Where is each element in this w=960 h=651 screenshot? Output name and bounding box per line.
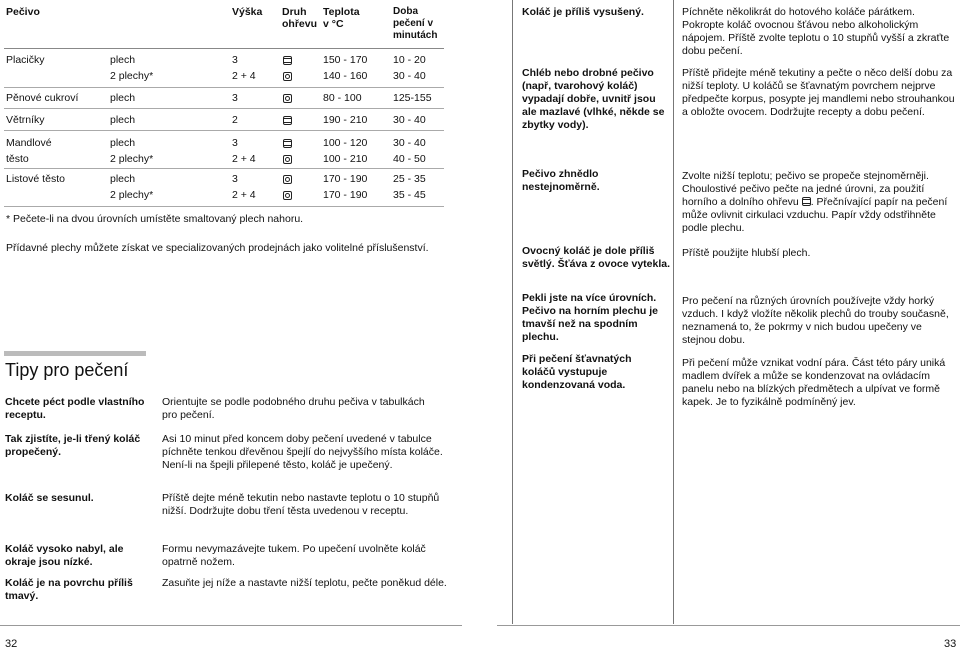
tip-question: Pekli jste na více úrovních. Pečivo na horním plechu je tmavší než na spodním plechu. <box>522 292 658 343</box>
table-cell-time: 30 - 40 <box>393 70 426 82</box>
table-cell-food: Mandlové <box>6 137 52 149</box>
table-cell-temp: 150 - 170 <box>323 54 368 66</box>
page-number-right: 33 <box>944 638 957 650</box>
table-cell-pan: 2 plechy* <box>110 70 154 82</box>
fan-heat-icon <box>283 191 292 200</box>
fan-heat-icon <box>283 175 292 184</box>
table-cell-height: 2 + 4 <box>232 189 256 201</box>
tip-answer <box>682 170 957 235</box>
table-cell-height: 3 <box>232 173 238 185</box>
fan-heat-icon <box>283 72 292 81</box>
table-cell-food: těsto <box>6 153 29 165</box>
header-time: Doba pečení v minutách <box>393 6 438 41</box>
table-cell-height: 2 <box>232 114 238 126</box>
tip-answer: Píchněte několikrát do hotového koláče párátkem. Pokropte koláč ovocnou šťávou nebo alkoholickým nápojem. Příště zvolte teplotu o 10 stupňů vyšší a zkraťte dobu pečení. <box>682 6 950 57</box>
table-row-divider <box>4 168 444 169</box>
top-bottom-heat-icon <box>283 139 292 148</box>
table-cell-food: Listové těsto <box>6 173 65 185</box>
header-temp: Teplota v °C <box>323 6 360 30</box>
tip-answer: Pro pečení na různých úrovních používejte vždy horký vzduch. I když vložíte několik plechů do trouby současně, neznamená to, že pokrmy v nich budou upečeny ve stejnou dobu. <box>682 295 949 346</box>
column-separator-2 <box>673 0 674 624</box>
table-cell-temp: 100 - 210 <box>323 153 368 165</box>
table-cell-pan: 2 plechy* <box>110 153 154 165</box>
tips-title: Tipy pro pečení <box>5 360 129 380</box>
tip-answer: Při pečení může vznikat vodní pára. Část této páry uniká madlem dvířek a může se kondenzovat na ovládacím panelu nebo na blízkých předmětech a ulpívat ve formě kapek. Je to fyzikálně podmíněný jev. <box>682 357 946 408</box>
tip-question: Chcete péct podle vlastního receptu. <box>5 396 145 421</box>
title-bar <box>4 351 146 356</box>
table-cell-time: 125-155 <box>393 92 432 104</box>
table-cell-temp: 170 - 190 <box>323 189 368 201</box>
tip-answer: Orientujte se podle podobného druhu pečiva v tabulkách pro pečení. <box>162 396 425 421</box>
table-cell-temp: 80 - 100 <box>323 92 362 104</box>
fan-heat-icon <box>283 94 292 103</box>
tip-question: Koláč se sesunul. <box>5 492 94 504</box>
table-cell-height: 3 <box>232 54 238 66</box>
tip-answer: Příště použijte hlubší plech. <box>682 247 811 259</box>
table-cell-food: Placičky <box>6 54 45 66</box>
table-cell-food: Větrníky <box>6 114 45 126</box>
table-cell-height: 3 <box>232 137 238 149</box>
table-cell-time: 40 - 50 <box>393 153 426 165</box>
fan-heat-icon <box>283 155 292 164</box>
top-bottom-heat-icon <box>283 116 292 125</box>
tip-answer: Zasuňte jej níže a nastavte nižší teplotu, pečte poněkud déle. <box>162 577 447 589</box>
footer-rule-left <box>0 625 462 626</box>
tip-question: Pečivo zhnědlo nestejnoměrně. <box>522 168 600 193</box>
footer-rule-right <box>497 625 960 626</box>
table-cell-pan: plech <box>110 137 136 149</box>
table-cell-temp: 190 - 210 <box>323 114 368 126</box>
header-food: Pečivo <box>6 6 40 18</box>
table-cell-time: 30 - 40 <box>393 114 426 126</box>
tip-answer: Asi 10 minut před koncem doby pečení uvedené v tabulce píchněte tenkou dřevěnou špejlí do nejvyššího místa koláče. Není-li na špejli přilepené těsto, koláč je upečený. <box>162 433 443 471</box>
tip-answer-part: . Přečnívající papír na pečení může ovlivnit cirkulaci vzduchu. Papír vždy odstřihněte podle plechu. <box>682 196 948 234</box>
table-cell-temp: 100 - 120 <box>323 137 368 149</box>
tip-question: Koláč je na povrchu příliš tmavý. <box>5 577 133 602</box>
table-row-divider <box>4 108 444 109</box>
tip-question: Chléb nebo drobné pečivo (např, tvarohový koláč) vypadají dobře, uvnitř jsou ale mazlavé (vlhké, někde se zbytky vody). <box>522 67 665 131</box>
tip-answer-part: Zvolte nižší teplotu; pečivo se propeče stejnoměrněji. Choulostivé pečivo pečte na jedné úrovni, za použití horního a dolního ohřevu <box>682 170 929 208</box>
table-cell-food: Pěnové cukroví <box>6 92 79 104</box>
top-bottom-heat-icon <box>283 56 292 65</box>
accessories-note: Přídavné plechy můžete získat ve specializovaných prodejnách jako volitelné příslušenství. <box>6 242 429 254</box>
header-height: Výška <box>232 6 263 18</box>
table-cell-time: 25 - 35 <box>393 173 426 185</box>
table-divider <box>4 48 444 49</box>
table-cell-temp: 140 - 160 <box>323 70 368 82</box>
table-cell-pan: plech <box>110 92 136 104</box>
table-cell-pan: plech <box>110 114 136 126</box>
table-cell-pan: plech <box>110 54 136 66</box>
tip-question: Ovocný koláč je dole příliš světlý. Šťáva z ovoce vytekla. <box>522 245 671 270</box>
table-row-divider <box>4 206 444 207</box>
column-separator-1 <box>512 0 513 624</box>
table-cell-time: 35 - 45 <box>393 189 426 201</box>
table-cell-time: 30 - 40 <box>393 137 426 149</box>
tip-answer: Příště dejte méně tekutin nebo nastavte teplotu o 10 stupňů nižší. Dodržujte dobu tření těsta uvedenou v receptu. <box>162 492 440 517</box>
table-cell-height: 2 + 4 <box>232 70 256 82</box>
table-cell-height: 2 + 4 <box>232 153 256 165</box>
tip-question: Koláč vysoko nabyl, ale okraje jsou nízké. <box>5 543 124 568</box>
tip-question: Při pečení šťavnatých koláčů vystupuje kondenzovaná voda. <box>522 353 632 391</box>
table-cell-time: 10 - 20 <box>393 54 426 66</box>
table-cell-height: 3 <box>232 92 238 104</box>
table-cell-temp: 170 - 190 <box>323 173 368 185</box>
header-heat: Druh ohřevu <box>282 6 318 30</box>
tip-question: Tak zjistíte, je-li třený koláč propečený. <box>5 433 141 458</box>
table-cell-pan: 2 plechy* <box>110 189 154 201</box>
tip-answer: Formu nevymazávejte tukem. Po upečení uvolněte koláč opatrně nožem. <box>162 543 426 568</box>
tip-question: Koláč je příliš vysušený. <box>522 6 644 18</box>
top-bottom-heat-icon <box>802 197 811 206</box>
footnote: * Pečete-li na dvou úrovních umístěte smaltovaný plech nahoru. <box>6 213 304 225</box>
tip-answer: Příště přidejte méně tekutiny a pečte o něco delší dobu za nižší teploty. U koláčů se šťavnatým povrchem nejprve předpečte korpus, posypte jej mandlemi nebo strouhankou a obložte ovocem. Dodržujte recepty a dobu pečení. <box>682 67 955 118</box>
page-number-left: 32 <box>5 638 18 650</box>
table-row-divider <box>4 87 444 88</box>
table-row-divider <box>4 130 444 131</box>
table-cell-pan: plech <box>110 173 136 185</box>
